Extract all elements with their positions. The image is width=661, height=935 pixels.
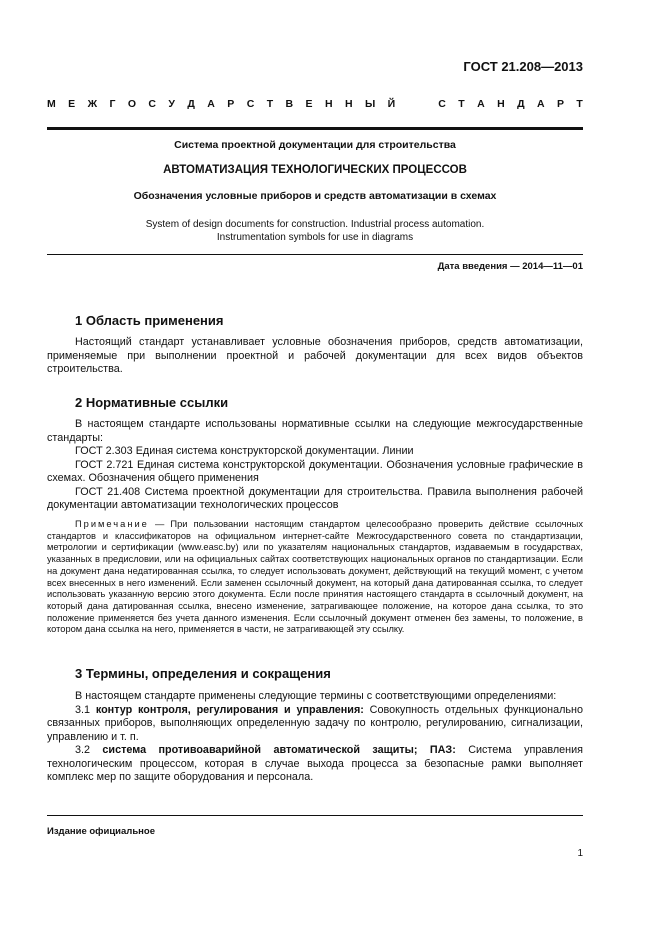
standard-banner-letter: Й [387,98,396,110]
standard-banner-letter: М [47,98,56,110]
introduction-date: Дата введения — 2014—11—01 [437,261,583,272]
footer-rule [47,815,583,816]
standard-banner-letter: Д [187,98,195,110]
title-subtitle: Обозначения условные приборов и средств автоматизации в схемах [133,190,497,202]
official-edition: Издание официальное [47,826,155,837]
standard-banner-letter: А [207,98,215,110]
standard-banner-letter: А [536,98,545,110]
standard-banner-letter: Т [576,98,583,110]
header-rule [47,127,583,130]
section1-text: Настоящий стандарт устанавливает условные обозначения приборов, средств автоматизации, применяемые при выполнении проектной и рабочей документации для всех видов объектов строительства. [47,336,583,375]
reference-item: ГОСТ 2.303 Единая система конструкторской документации. Линии [75,445,414,457]
standard-banner-letter: В [285,98,294,110]
standard-banner-letter: Р [227,98,235,110]
term-definition: Совокупность отдельных функционально связанных приборов, выполняющих определенную задачу по контролю, регулированию, сигнализации, управлению и т. п. [47,703,584,743]
standard-banner-letter: Ж [87,98,98,110]
reference-item: ГОСТ 21.408 Система проектной документации для строительства. Правила выполнения рабочей документации автоматизации технологических процессов [47,485,583,511]
section2-body [47,418,583,513]
term-item [47,744,583,785]
title-series: Система проектной документации для строительства [174,139,456,151]
standard-banner-letter [423,98,426,110]
standard-banner-letter: Г [109,98,116,110]
standard-banner-letter: А [477,98,485,110]
standard-banner-letter: У [168,98,175,110]
standard-banner-letter [408,98,411,110]
standard-banner-letter: Ы [364,98,376,110]
reference-item: ГОСТ 2.721 Единая система конструкторской документации. Обозначения условные графические в схемах. Обозначения общего применения [47,458,583,484]
title-main: АВТОМАТИЗАЦИЯ ТЕХНОЛОГИЧЕСКИХ ПРОЦЕССОВ [163,164,467,176]
standard-banner-letter: С [438,98,446,110]
standard-banner-letter: Д [517,98,525,110]
section2-note [47,519,583,636]
term-number: 3.2 [75,744,103,756]
standard-banner-letter: О [127,98,137,110]
section2-heading: 2 Нормативные ссылки [75,395,229,410]
standard-banner-letter: Н [324,98,333,110]
standard-banner-letter: Т [266,98,274,110]
standard-banner [47,98,583,110]
section1-body [47,336,583,377]
standard-banner-letter: С [246,98,255,110]
standard-banner-letter: Е [305,98,313,110]
standard-banner-letter: Р [556,98,564,110]
standard-banner-letter: Е [68,98,76,110]
section2-intro: В настоящем стандарте использованы нормативные ссылки на следующие межгосударственные стандарты: [47,418,583,444]
term-name: контур контроля, регулирования и управления: [95,703,364,716]
section3-body [47,690,583,785]
term-item [47,704,583,745]
title-rule [47,254,583,255]
standard-banner-letter: Т [458,98,465,110]
standard-banner-letter: Н [497,98,505,110]
title-english [47,218,583,244]
term-number: 3.1 [75,703,96,716]
title-english-line2: Instrumentation symbols for use in diagrams [216,232,414,243]
term-name: система противоаварийной автоматической защиты; ПАЗ: [102,744,456,756]
page-number: 1 [577,848,583,859]
document-code: ГОСТ 21.208—2013 [463,59,583,74]
note-label: Примечание [75,519,149,529]
standard-banner-letter: Н [344,98,353,110]
term-definition: Система управления технологическим процессом, которая в случае выхода процесса за безопасные рамки выполняет комплекс мер по защите оборудования и персонала. [47,744,583,783]
note-text: — При пользовании настоящим стандартом целесообразно проверить действие ссылочных стандартов и классификаторов на официальном интернет-сайте Межгосударственного совета по стандартизации, метрологии и сертификации (www.easc.by) или по указателям национальных стандартов, издаваемым в государствах, указанных в предисловии, или на официальных сайтах соответствующих национальных органов по стандартизации. Если на документ дана недатированная ссылка, то следует использовать документ, действующий на текущий момент, с учетом всех внесенных в него изменений. Если заменен ссылочный документ, на который дана датированная ссылка, то следует использовать указанную версию этого документа. Если после принятия настоящего стандарта в ссылочный документ, на который дана датированная ссылка, внесено изменение, затрагивающее положение, на которое дана ссылка, то это положение применяется без учета данного изменения. Если ссылочный документ отменен без замены, то положение, в котором дана ссылка на него, применяется в части, не затрагивающей эту ссылку. [47,519,583,635]
standard-banner-letter: С [148,98,157,110]
section1-heading: 1 Область применения [75,313,224,328]
title-english-line1: System of design documents for construction. Industrial process automation. [145,219,485,230]
section3-intro: В настоящем стандарте применены следующие термины с соответствующими определениями: [75,690,557,702]
section3-heading: 3 Термины, определения и сокращения [75,666,331,681]
